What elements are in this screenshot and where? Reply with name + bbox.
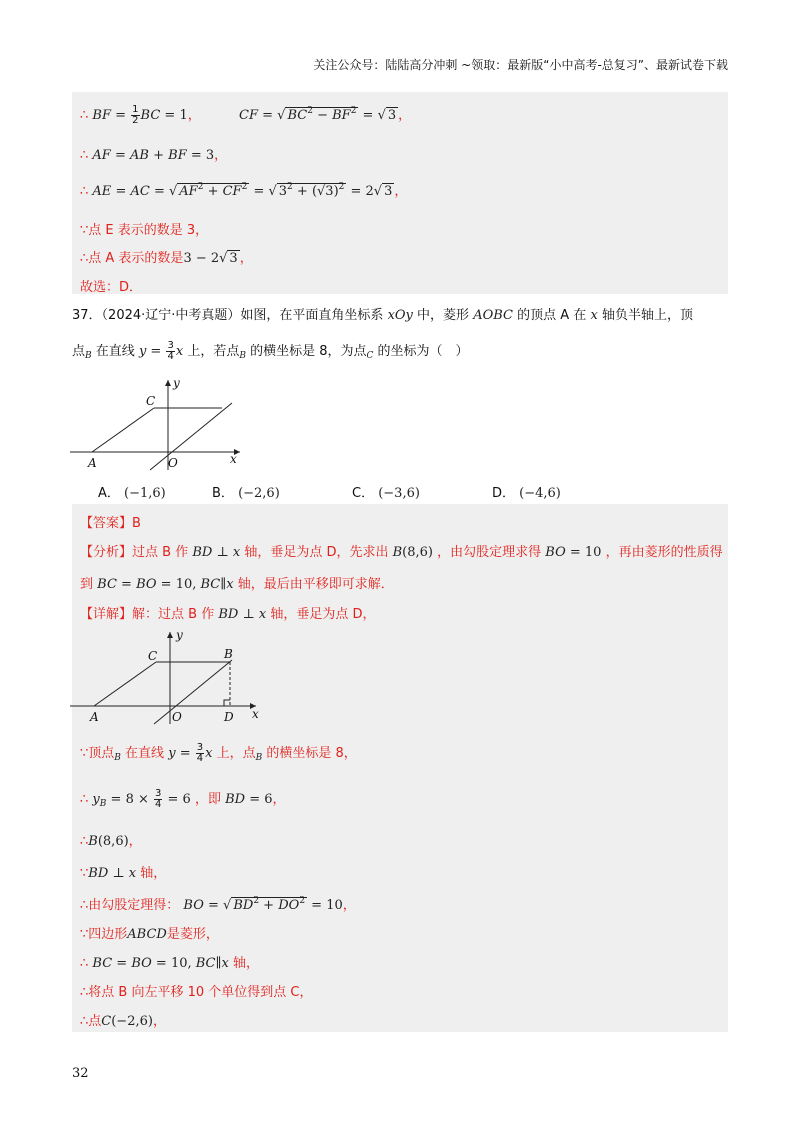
option-c[interactable]: C． (−3,6) [352, 486, 420, 501]
answer-value: B [132, 516, 141, 531]
option-b[interactable]: B． (−2,6) [212, 486, 280, 501]
detail-line-1: ∵顶点$_B$ 在直线 y = $\frac{3}{4}$ x 上，点$_B$ 的横坐标是 8， [80, 742, 357, 764]
detail-line-6: ∵四边形ABCD是菱形， [80, 927, 219, 942]
solution-choice: 故选：D． [80, 280, 143, 295]
figure-rhombus-1 [70, 375, 250, 475]
detail-line-9: ∴点C(−2,6)， [80, 1014, 166, 1029]
label-c-2: C [148, 649, 158, 663]
solution-line-af: ∴ AF = AB + BF = 3， [80, 148, 228, 163]
detail-line-7: ∴ BC = BO = 10, BC∥x 轴， [80, 956, 260, 971]
question-line-2: 点$_B$ 在直线 y = $\frac{3}{4}$ x 上，若点$_B$ 的横坐标是 8，为点$_C$ 的坐标为（ ） [72, 340, 469, 362]
label-x-2: x [252, 707, 259, 721]
solution-line-bf: ∴ BF = $\frac{1}{2}$ BC = 1， CF = √ $BC^2 - BF^2$ = √ 3 ， [80, 104, 412, 126]
label-o: O [168, 456, 178, 470]
label-c: C [146, 394, 156, 408]
detail-line-4: ∵BD ⊥ x 轴， [80, 866, 167, 881]
page-header: 关注公众号：陆陆高分冲刺 ~领取：最新版“小中高考-总复习”、最新试卷下载 [313, 58, 728, 72]
question-line-1: 37．（2024·辽宁·中考真题）如图，在平面直角坐标系 xOy 中，菱形 AOBC 的顶点 A 在 x 轴负半轴上，顶 [72, 308, 693, 323]
answer-tag: 【答案】 [80, 516, 133, 531]
label-y: y [173, 376, 180, 390]
label-b-2: B [224, 647, 233, 661]
answer-line [80, 512, 141, 531]
label-o-2: O [172, 710, 182, 724]
detail-line-3: ∴B(8,6)， [80, 834, 142, 849]
option-d[interactable]: D． (−4,6) [492, 486, 561, 501]
label-d-2: D [224, 710, 234, 724]
figure-rhombus-2 [70, 628, 270, 728]
label-a-2: A [90, 710, 99, 724]
label-a: A [88, 456, 97, 470]
detail-line-intro: 【详解】解：过点 B 作 BD ⊥ x 轴，垂足为点 D， [80, 607, 376, 622]
detail-line-5: ∴由勾股定理得： BO = √ $BD^2 + DO^2 = 10$， [80, 896, 356, 913]
label-y-2: y [176, 628, 183, 642]
solution-line-a: ∴点 A 表示的数是3 − 2√ 3 ， [80, 251, 253, 266]
solution-line-ae: ∴ AE = AC = √ $AF^2 + CF^2$ = √ $3^2 + (√3)^2 = 2√$ 3 ， [80, 182, 408, 199]
analysis-line-1: 【分析】过点 B 作 BD ⊥ x 轴，垂足为点 D，先求出 B(8,6) ，由勾股定理求得 BO = 10 ，再由菱形的性质得 [80, 545, 723, 560]
analysis-line-2: 到 BC = BO = 10, BC∥x 轴，最后由平移即可求解． [80, 577, 394, 592]
solution-line-e: ∵点 E 表示的数是 3， [80, 223, 209, 238]
detail-line-8: ∴将点 B 向左平移 10 个单位得到点 C， [80, 985, 313, 1000]
option-a[interactable]: A． (−1,6) [98, 486, 166, 501]
label-x: x [230, 452, 237, 466]
detail-line-2: ∴ $y_B = 8$ × $\frac{3}{4}$ = 6 ，即 BD = 6， [80, 788, 286, 810]
page-number: 32 [72, 1066, 89, 1081]
